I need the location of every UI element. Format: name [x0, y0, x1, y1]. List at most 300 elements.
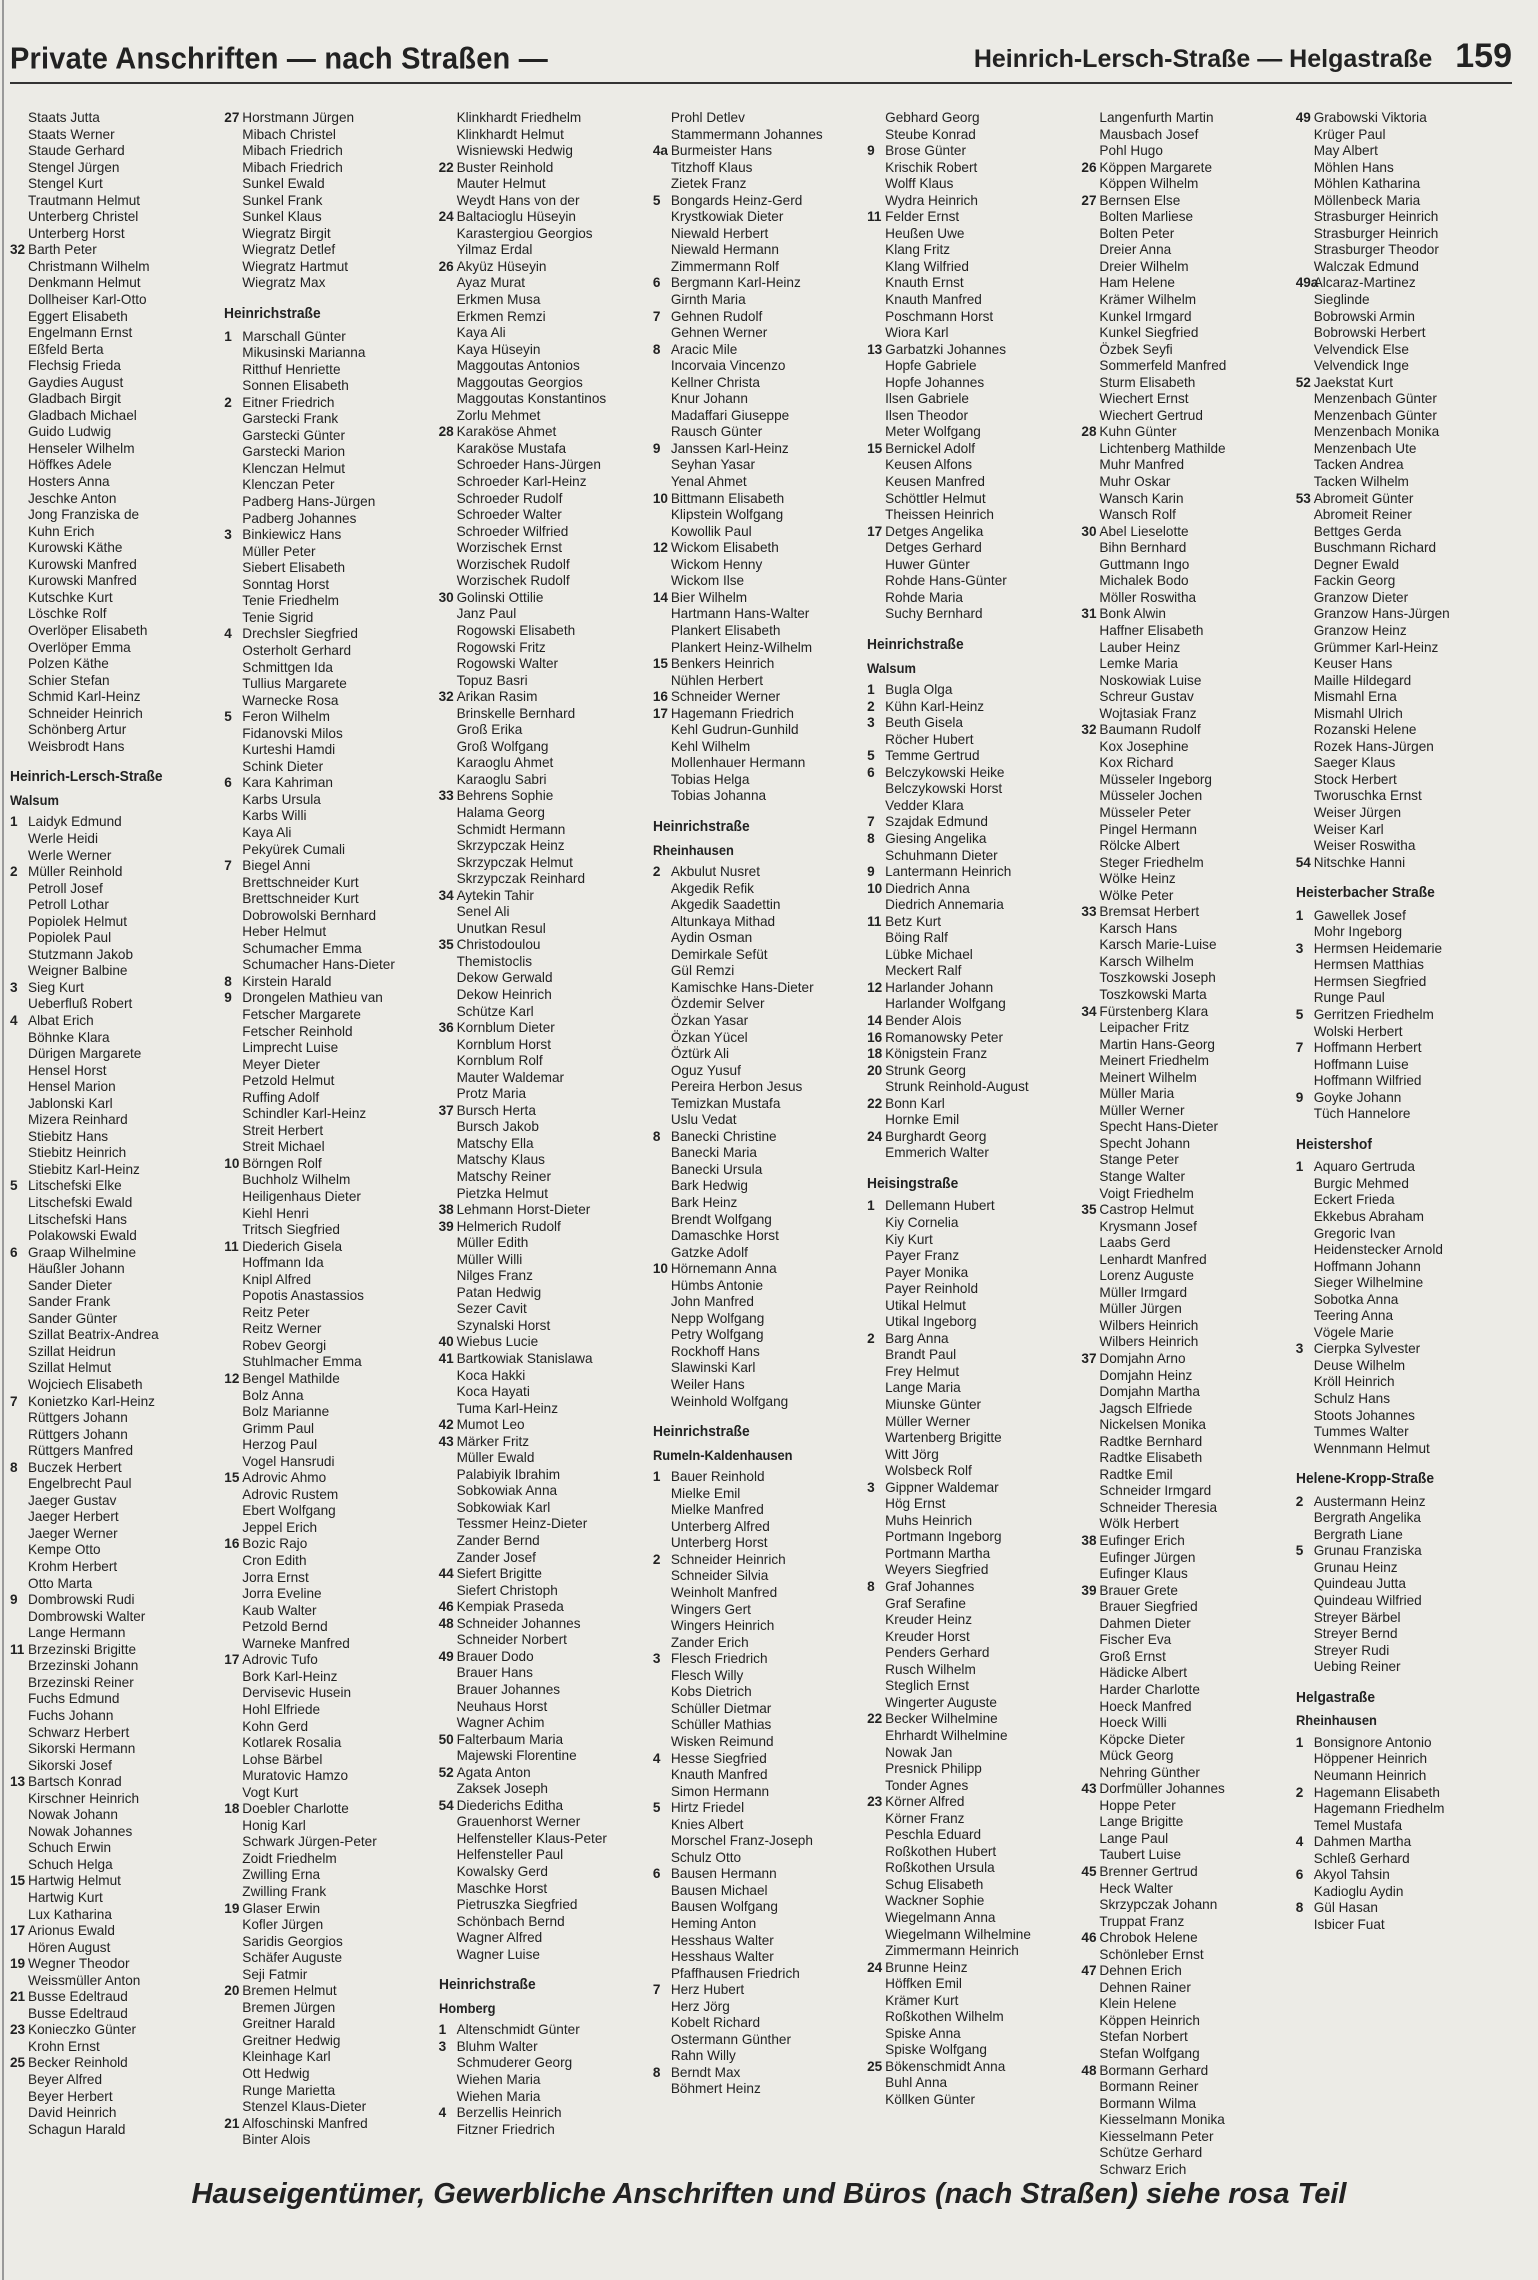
- house-number: 36: [438, 1020, 454, 1036]
- resident-entry: [1296, 990, 1510, 1007]
- resident-name: Eufinger Erich: [1099, 1533, 1185, 1549]
- resident-entry: [10, 342, 224, 359]
- house-number: 49: [1295, 110, 1311, 125]
- house-number: 52: [438, 1764, 454, 1780]
- resident-name: Hartwig Kurt: [28, 1889, 103, 1905]
- resident-name: Roßkothen Wilhelm: [885, 2009, 1004, 2025]
- resident-entry: [653, 441, 867, 458]
- resident-name: Matschy Ella: [456, 1135, 534, 1151]
- resident-entry: [1081, 1285, 1295, 1302]
- resident-name: Zander Bernd: [456, 1533, 540, 1549]
- resident-name: Pohl Hugo: [1099, 143, 1163, 159]
- resident-name: Payer Monika: [885, 1264, 969, 1280]
- resident-entry: [653, 1535, 867, 1552]
- resident-entry: [1296, 1408, 1510, 1425]
- house-number: 38: [438, 1202, 454, 1218]
- house-number: 8: [652, 2064, 661, 2080]
- resident-entry: [1081, 1070, 1295, 1087]
- resident-entry: [1081, 1699, 1295, 1716]
- resident-name: Sonnen Elisabeth: [242, 378, 349, 394]
- resident-entry: [1081, 1417, 1295, 1434]
- resident-name: Helfensteller Paul: [456, 1847, 564, 1863]
- house-number: 10: [652, 1261, 668, 1277]
- resident-entry: [10, 656, 224, 673]
- resident-entry: [439, 706, 653, 723]
- resident-entry: [867, 391, 1081, 408]
- resident-entry: [10, 160, 224, 177]
- resident-entry: [439, 1533, 653, 1550]
- house-number: 1: [867, 682, 875, 698]
- resident-name: Konieczko Günter: [28, 2022, 137, 2038]
- resident-name: Stiebitz Karl-Heinz: [28, 1161, 140, 1177]
- resident-name: Akbulut Nusret: [670, 864, 760, 880]
- resident-entry: [1081, 2046, 1295, 2063]
- resident-name: Zimmermann Heinrich: [885, 1943, 1019, 1959]
- resident-name: Degner Ewald: [1313, 556, 1400, 572]
- resident-name: Becker Reinhold: [28, 2055, 128, 2071]
- resident-name: Topuz Basri: [456, 672, 528, 688]
- resident-name: Berndt Max: [670, 2064, 741, 2080]
- resident-entry: [10, 1145, 224, 1162]
- resident-name: Belczykowski Heike: [885, 764, 1005, 780]
- resident-entry: [439, 143, 653, 160]
- resident-name: Ham Helene: [1099, 275, 1175, 291]
- resident-name: Temel Mustafa: [1313, 1817, 1403, 1833]
- resident-entry: [10, 325, 224, 342]
- resident-name: Gregoric Ivan: [1313, 1225, 1396, 1241]
- resident-entry: [224, 924, 438, 941]
- house-number: 2: [867, 1330, 875, 1346]
- resident-name: Möhlen Hans: [1313, 159, 1394, 175]
- resident-entry: [653, 1668, 867, 1685]
- resident-entry: [867, 1778, 1081, 1795]
- resident-name: Graap Wilhelmine: [28, 1244, 137, 1260]
- resident-entry: [439, 606, 653, 623]
- resident-name: Jeschke Anton: [28, 490, 117, 506]
- resident-name: Janz Paul: [456, 606, 517, 622]
- resident-name: Wiegratz Detlef: [242, 242, 336, 258]
- resident-entry: [439, 1765, 653, 1782]
- resident-entry: [10, 1989, 224, 2006]
- resident-name: Ilsen Theodor: [885, 407, 969, 423]
- resident-name: Grabowski Viktoria: [1313, 110, 1427, 125]
- resident-entry: [867, 715, 1081, 732]
- resident-name: Vögele Marie: [1313, 1324, 1394, 1340]
- resident-entry: [867, 292, 1081, 309]
- resident-name: Muhs Heinrich: [885, 1512, 973, 1528]
- resident-entry: [439, 1715, 653, 1732]
- resident-name: Wickom Henny: [670, 556, 763, 572]
- resident-entry: [224, 209, 438, 226]
- resident-entry: [867, 524, 1081, 541]
- resident-entry: [224, 2016, 438, 2033]
- resident-entry: [653, 1030, 867, 1047]
- resident-name: Jaeger Gustav: [28, 1492, 117, 1508]
- resident-entry: [439, 457, 653, 474]
- resident-name: Truppat Franz: [1099, 1913, 1185, 1929]
- resident-entry: [867, 1943, 1081, 1960]
- resident-entry: [867, 682, 1081, 699]
- resident-entry: [1081, 507, 1295, 524]
- resident-name: Aydin Osman: [670, 930, 753, 946]
- resident-entry: [10, 2089, 224, 2106]
- resident-name: Specht Johann: [1099, 1135, 1191, 1151]
- resident-name: Rockhoff Hans: [670, 1343, 760, 1359]
- resident-name: Grauenhorst Werner: [456, 1814, 581, 1830]
- resident-name: Hermsen Matthias: [1313, 957, 1424, 973]
- district-heading: Rheinhausen: [652, 841, 734, 858]
- street-heading: Heistershof: [1295, 1135, 1372, 1153]
- resident-entry: [439, 408, 653, 425]
- resident-entry: [1081, 1665, 1295, 1682]
- resident-entry: [439, 1732, 653, 1749]
- house-number: 24: [867, 1128, 883, 1144]
- resident-name: Tobias Helga: [670, 771, 750, 787]
- resident-entry: [439, 623, 653, 640]
- resident-name: Arikan Rasim: [456, 689, 538, 705]
- resident-entry: [224, 1106, 438, 1123]
- resident-name: Schumacher Emma: [242, 940, 362, 956]
- resident-entry: [224, 193, 438, 210]
- resident-name: Mumot Leo: [456, 1417, 525, 1433]
- resident-name: Wiegelmann Wilhelmine: [885, 1926, 1031, 1942]
- resident-name: John Manfred: [670, 1294, 754, 1310]
- resident-entry: [10, 573, 224, 590]
- district-heading: Rheinhausen: [1295, 1712, 1377, 1729]
- house-number: 33: [1081, 904, 1097, 920]
- house-number: 49: [438, 1648, 454, 1664]
- resident-entry: [10, 1327, 224, 1344]
- resident-entry: [1296, 838, 1510, 855]
- resident-entry: [653, 1344, 867, 1361]
- resident-entry: [10, 1890, 224, 1907]
- resident-name: Kox Richard: [1099, 755, 1174, 771]
- resident-entry: [867, 1030, 1081, 1047]
- resident-entry: [10, 881, 224, 898]
- resident-name: Hohl Elfriede: [242, 1701, 321, 1717]
- resident-name: Kurowski Manfred: [28, 573, 137, 589]
- house-number: 34: [1081, 1003, 1097, 1019]
- resident-entry: [224, 1024, 438, 1041]
- house-number: 9: [867, 864, 875, 880]
- resident-name: Kunkel Siegfried: [1099, 325, 1199, 341]
- house-number: 15: [652, 656, 668, 672]
- resident-entry: [1081, 474, 1295, 491]
- resident-name: Huwer Günter: [885, 556, 970, 572]
- resident-entry: [653, 864, 867, 881]
- resident-entry: [1296, 1900, 1510, 1917]
- resident-entry: [1081, 540, 1295, 557]
- resident-name: Wennmann Helmut: [1313, 1440, 1430, 1456]
- house-number: 35: [1081, 1202, 1097, 1218]
- house-number: 5: [224, 709, 232, 725]
- resident-name: Tüch Hannelore: [1313, 1106, 1411, 1122]
- resident-name: Bender Alois: [885, 1012, 962, 1028]
- resident-name: Bökenschmidt Anna: [885, 2058, 1006, 2074]
- resident-name: Graf Johannes: [885, 1579, 975, 1595]
- resident-entry: [10, 1923, 224, 1940]
- resident-entry: [10, 1559, 224, 1576]
- resident-entry: [867, 1112, 1081, 1129]
- house-number: 23: [867, 1794, 883, 1810]
- resident-entry: [867, 1129, 1081, 1146]
- resident-entry: [1081, 1864, 1295, 1881]
- resident-name: Meter Wolfgang: [885, 424, 981, 440]
- resident-name: Müsseler Peter: [1099, 804, 1191, 820]
- resident-entry: [867, 1860, 1081, 1877]
- resident-entry: [653, 1966, 867, 1983]
- resident-entry: [653, 590, 867, 607]
- resident-entry: [867, 864, 1081, 881]
- resident-entry: [867, 1248, 1081, 1265]
- resident-entry: [1081, 1765, 1295, 1782]
- resident-name: Kehl Wilhelm: [670, 738, 751, 754]
- resident-entry: [224, 110, 438, 127]
- resident-name: Gebhard Georg: [885, 110, 980, 125]
- resident-entry: [10, 1162, 224, 1179]
- resident-entry: [10, 1228, 224, 1245]
- resident-entry: [439, 640, 653, 657]
- resident-name: Martin Hans-Georg: [1099, 1036, 1215, 1052]
- resident-name: Osterholt Gerhard: [242, 642, 352, 658]
- house-number: 22: [438, 159, 454, 175]
- resident-entry: [1081, 871, 1295, 888]
- resident-name: Lange Maria: [885, 1380, 961, 1396]
- header-left-title: Private Anschriften — nach Straßen —: [10, 42, 548, 76]
- resident-name: Bergrath Angelika: [1313, 1510, 1421, 1526]
- resident-entry: [653, 1327, 867, 1344]
- resident-entry: [10, 391, 224, 408]
- resident-entry: [1296, 524, 1510, 541]
- resident-name: Trautmann Helmut: [28, 192, 141, 208]
- resident-name: Köppen Wilhelm: [1099, 176, 1199, 192]
- resident-entry: [1296, 226, 1510, 243]
- resident-entry: [10, 2006, 224, 2023]
- resident-name: Bengel Mathilde: [242, 1371, 340, 1387]
- resident-entry: [439, 110, 653, 127]
- resident-entry: [1296, 1040, 1510, 1057]
- resident-entry: [653, 623, 867, 640]
- resident-name: Kaya Ali: [456, 325, 506, 341]
- resident-name: Nowak Johannes: [28, 1823, 133, 1839]
- house-number: 46: [1081, 1930, 1097, 1946]
- house-number: 27: [1081, 192, 1097, 208]
- resident-name: Heiligenhaus Dieter: [242, 1189, 361, 1204]
- resident-entry: [10, 1443, 224, 1460]
- resident-name: Eufinger Klaus: [1099, 1566, 1188, 1582]
- resident-entry: [1296, 855, 1510, 872]
- resident-name: Fischer Eva: [1099, 1632, 1172, 1648]
- resident-entry: [439, 673, 653, 690]
- resident-name: Schüller Dietmar: [670, 1700, 772, 1716]
- resident-name: Diedrich Anna: [885, 880, 970, 896]
- resident-name: Incorvaia Vincenzo: [670, 358, 786, 374]
- resident-entry: [439, 1417, 653, 1434]
- resident-entry: [224, 1321, 438, 1338]
- resident-entry: [653, 1360, 867, 1377]
- house-number: 19: [224, 1900, 240, 1916]
- resident-name: Tenie Friedhelm: [242, 593, 339, 609]
- resident-entry: [1081, 689, 1295, 706]
- resident-entry: [439, 1897, 653, 1914]
- resident-name: Stefan Wolfgang: [1099, 2045, 1200, 2061]
- resident-entry: [439, 1450, 653, 1467]
- resident-entry: [653, 881, 867, 898]
- resident-name: Behrens Sophie: [456, 788, 554, 804]
- resident-name: Guido Ludwig: [28, 424, 112, 440]
- house-number: 3: [224, 527, 232, 543]
- house-number: 3: [652, 1651, 661, 1667]
- resident-name: Brauer Johannes: [456, 1681, 561, 1697]
- resident-entry: [10, 1791, 224, 1808]
- resident-name: Nitschke Hanni: [1313, 854, 1406, 870]
- resident-entry: [867, 1562, 1081, 1579]
- resident-entry: [653, 1949, 867, 1966]
- resident-entry: [867, 1430, 1081, 1447]
- resident-entry: [10, 1758, 224, 1775]
- resident-name: Nowak Jan: [885, 1744, 953, 1760]
- resident-name: Laabs Gerd: [1099, 1235, 1171, 1251]
- resident-name: Beuth Gisela: [885, 715, 963, 731]
- resident-name: Özbek Seyfi: [1099, 341, 1173, 357]
- resident-entry: [439, 193, 653, 210]
- resident-name: Schönleber Ernst: [1099, 1946, 1204, 1962]
- house-number: 2: [224, 394, 232, 410]
- resident-name: Streyer Bernd: [1313, 1626, 1398, 1642]
- house-number: 54: [1295, 854, 1311, 870]
- house-number: 14: [867, 1012, 883, 1028]
- house-number: 10: [652, 490, 668, 506]
- resident-name: Schmuderer Georg: [456, 2055, 573, 2071]
- resident-entry: [653, 1883, 867, 1900]
- resident-name: Schönbach Bernd: [456, 1913, 565, 1929]
- resident-name: Wiegratz Max: [242, 275, 326, 291]
- resident-entry: [653, 275, 867, 292]
- resident-entry: [224, 428, 438, 445]
- house-number: 5: [652, 1800, 661, 1816]
- resident-name: Fidanovski Milos: [242, 725, 343, 741]
- resident-name: Schneider Silvia: [670, 1568, 769, 1584]
- resident-entry: [224, 1272, 438, 1289]
- resident-name: Tritsch Siegfried: [242, 1222, 340, 1238]
- resident-name: Lange Hermann: [28, 1625, 126, 1641]
- resident-name: Diederichs Editha: [456, 1797, 564, 1813]
- resident-entry: [1081, 1186, 1295, 1203]
- resident-entry: [867, 242, 1081, 259]
- resident-name: Mauter Helmut: [456, 176, 546, 192]
- resident-name: Wiegelmann Anna: [885, 1909, 996, 1925]
- resident-name: Wilbers Heinrich: [1099, 1334, 1199, 1350]
- house-number: 20: [867, 1062, 883, 1078]
- resident-entry: [1081, 2129, 1295, 2146]
- resident-name: Weiser Jürgen: [1313, 804, 1402, 820]
- resident-name: Petzold Helmut: [242, 1073, 335, 1089]
- resident-entry: [439, 1881, 653, 1898]
- resident-name: Sezer Cavit: [456, 1301, 527, 1317]
- resident-entry: [10, 209, 224, 226]
- resident-entry: [653, 1767, 867, 1784]
- resident-name: Hensel Marion: [28, 1079, 116, 1095]
- resident-entry: [224, 1884, 438, 1901]
- resident-entry: [10, 1311, 224, 1328]
- resident-entry: [224, 1288, 438, 1305]
- resident-entry: [1081, 623, 1295, 640]
- resident-name: Schug Elisabeth: [885, 1876, 984, 1892]
- resident-entry: [10, 424, 224, 441]
- resident-name: Schneider Heinrich: [670, 1551, 786, 1567]
- resident-name: Bobrowski Herbert: [1313, 325, 1426, 341]
- house-number: 5: [867, 748, 875, 764]
- resident-name: Engelmann Ernst: [28, 325, 133, 341]
- resident-entry: [10, 1675, 224, 1692]
- house-number: 47: [1081, 1963, 1097, 1979]
- resident-name: Slawinski Karl: [670, 1360, 756, 1376]
- resident-name: Lange Paul: [1099, 1830, 1169, 1846]
- resident-name: Stenzel Klaus-Dieter: [242, 2099, 367, 2115]
- resident-name: Neumann Heinrich: [1313, 1767, 1427, 1783]
- resident-name: Müller Willi: [456, 1251, 523, 1267]
- resident-entry: [653, 963, 867, 980]
- house-number: 3: [867, 1479, 875, 1495]
- resident-name: Mielke Emil: [670, 1485, 741, 1501]
- resident-entry: [1296, 822, 1510, 839]
- resident-entry: [224, 808, 438, 825]
- resident-entry: [1081, 1516, 1295, 1533]
- resident-entry: [1296, 656, 1510, 673]
- resident-entry: [867, 1910, 1081, 1927]
- resident-name: Engelbrecht Paul: [28, 1476, 132, 1492]
- resident-entry: [1296, 606, 1510, 623]
- resident-name: Ayaz Murat: [456, 275, 526, 291]
- resident-entry: [1296, 772, 1510, 789]
- resident-entry: [10, 1245, 224, 1262]
- resident-entry: [10, 193, 224, 210]
- resident-name: Portmann Martha: [885, 1545, 991, 1561]
- resident-name: Wingers Heinrich: [670, 1618, 775, 1634]
- house-number: 16: [867, 1029, 883, 1045]
- resident-entry: [1081, 325, 1295, 342]
- street-heading: Heinrichstraße: [438, 1976, 536, 1994]
- resident-entry: [867, 1811, 1081, 1828]
- house-number: 6: [1295, 1867, 1304, 1883]
- house-number: 43: [1081, 1781, 1097, 1797]
- resident-name: Bongards Heinz-Gerd: [670, 192, 803, 208]
- resident-name: Steger Friedhelm: [1099, 854, 1204, 870]
- resident-entry: [1296, 1007, 1510, 1024]
- resident-entry: [224, 2049, 438, 2066]
- resident-name: Wingerter Auguste: [885, 1694, 997, 1710]
- resident-name: Knauth Manfred: [670, 1767, 768, 1783]
- resident-entry: [224, 511, 438, 528]
- resident-name: Grimm Paul: [242, 1420, 315, 1436]
- resident-name: Röcher Hubert: [885, 731, 974, 747]
- resident-entry: [653, 1112, 867, 1129]
- resident-name: Rogowski Elisabeth: [456, 622, 576, 638]
- house-number: 15: [867, 440, 883, 456]
- house-number: 44: [438, 1566, 454, 1582]
- resident-entry: [10, 457, 224, 474]
- resident-entry: [867, 798, 1081, 815]
- resident-name: Brose Günter: [885, 143, 966, 159]
- resident-entry: [1081, 606, 1295, 623]
- resident-name: Tummes Walter: [1313, 1424, 1409, 1440]
- directory-column: [867, 110, 1081, 2150]
- resident-entry: [867, 1013, 1081, 1030]
- resident-entry: [653, 2048, 867, 2065]
- resident-name: Bauer Reinhold: [670, 1469, 765, 1485]
- resident-name: Wingers Gert: [670, 1601, 751, 1617]
- resident-name: Schier Stefan: [28, 672, 110, 688]
